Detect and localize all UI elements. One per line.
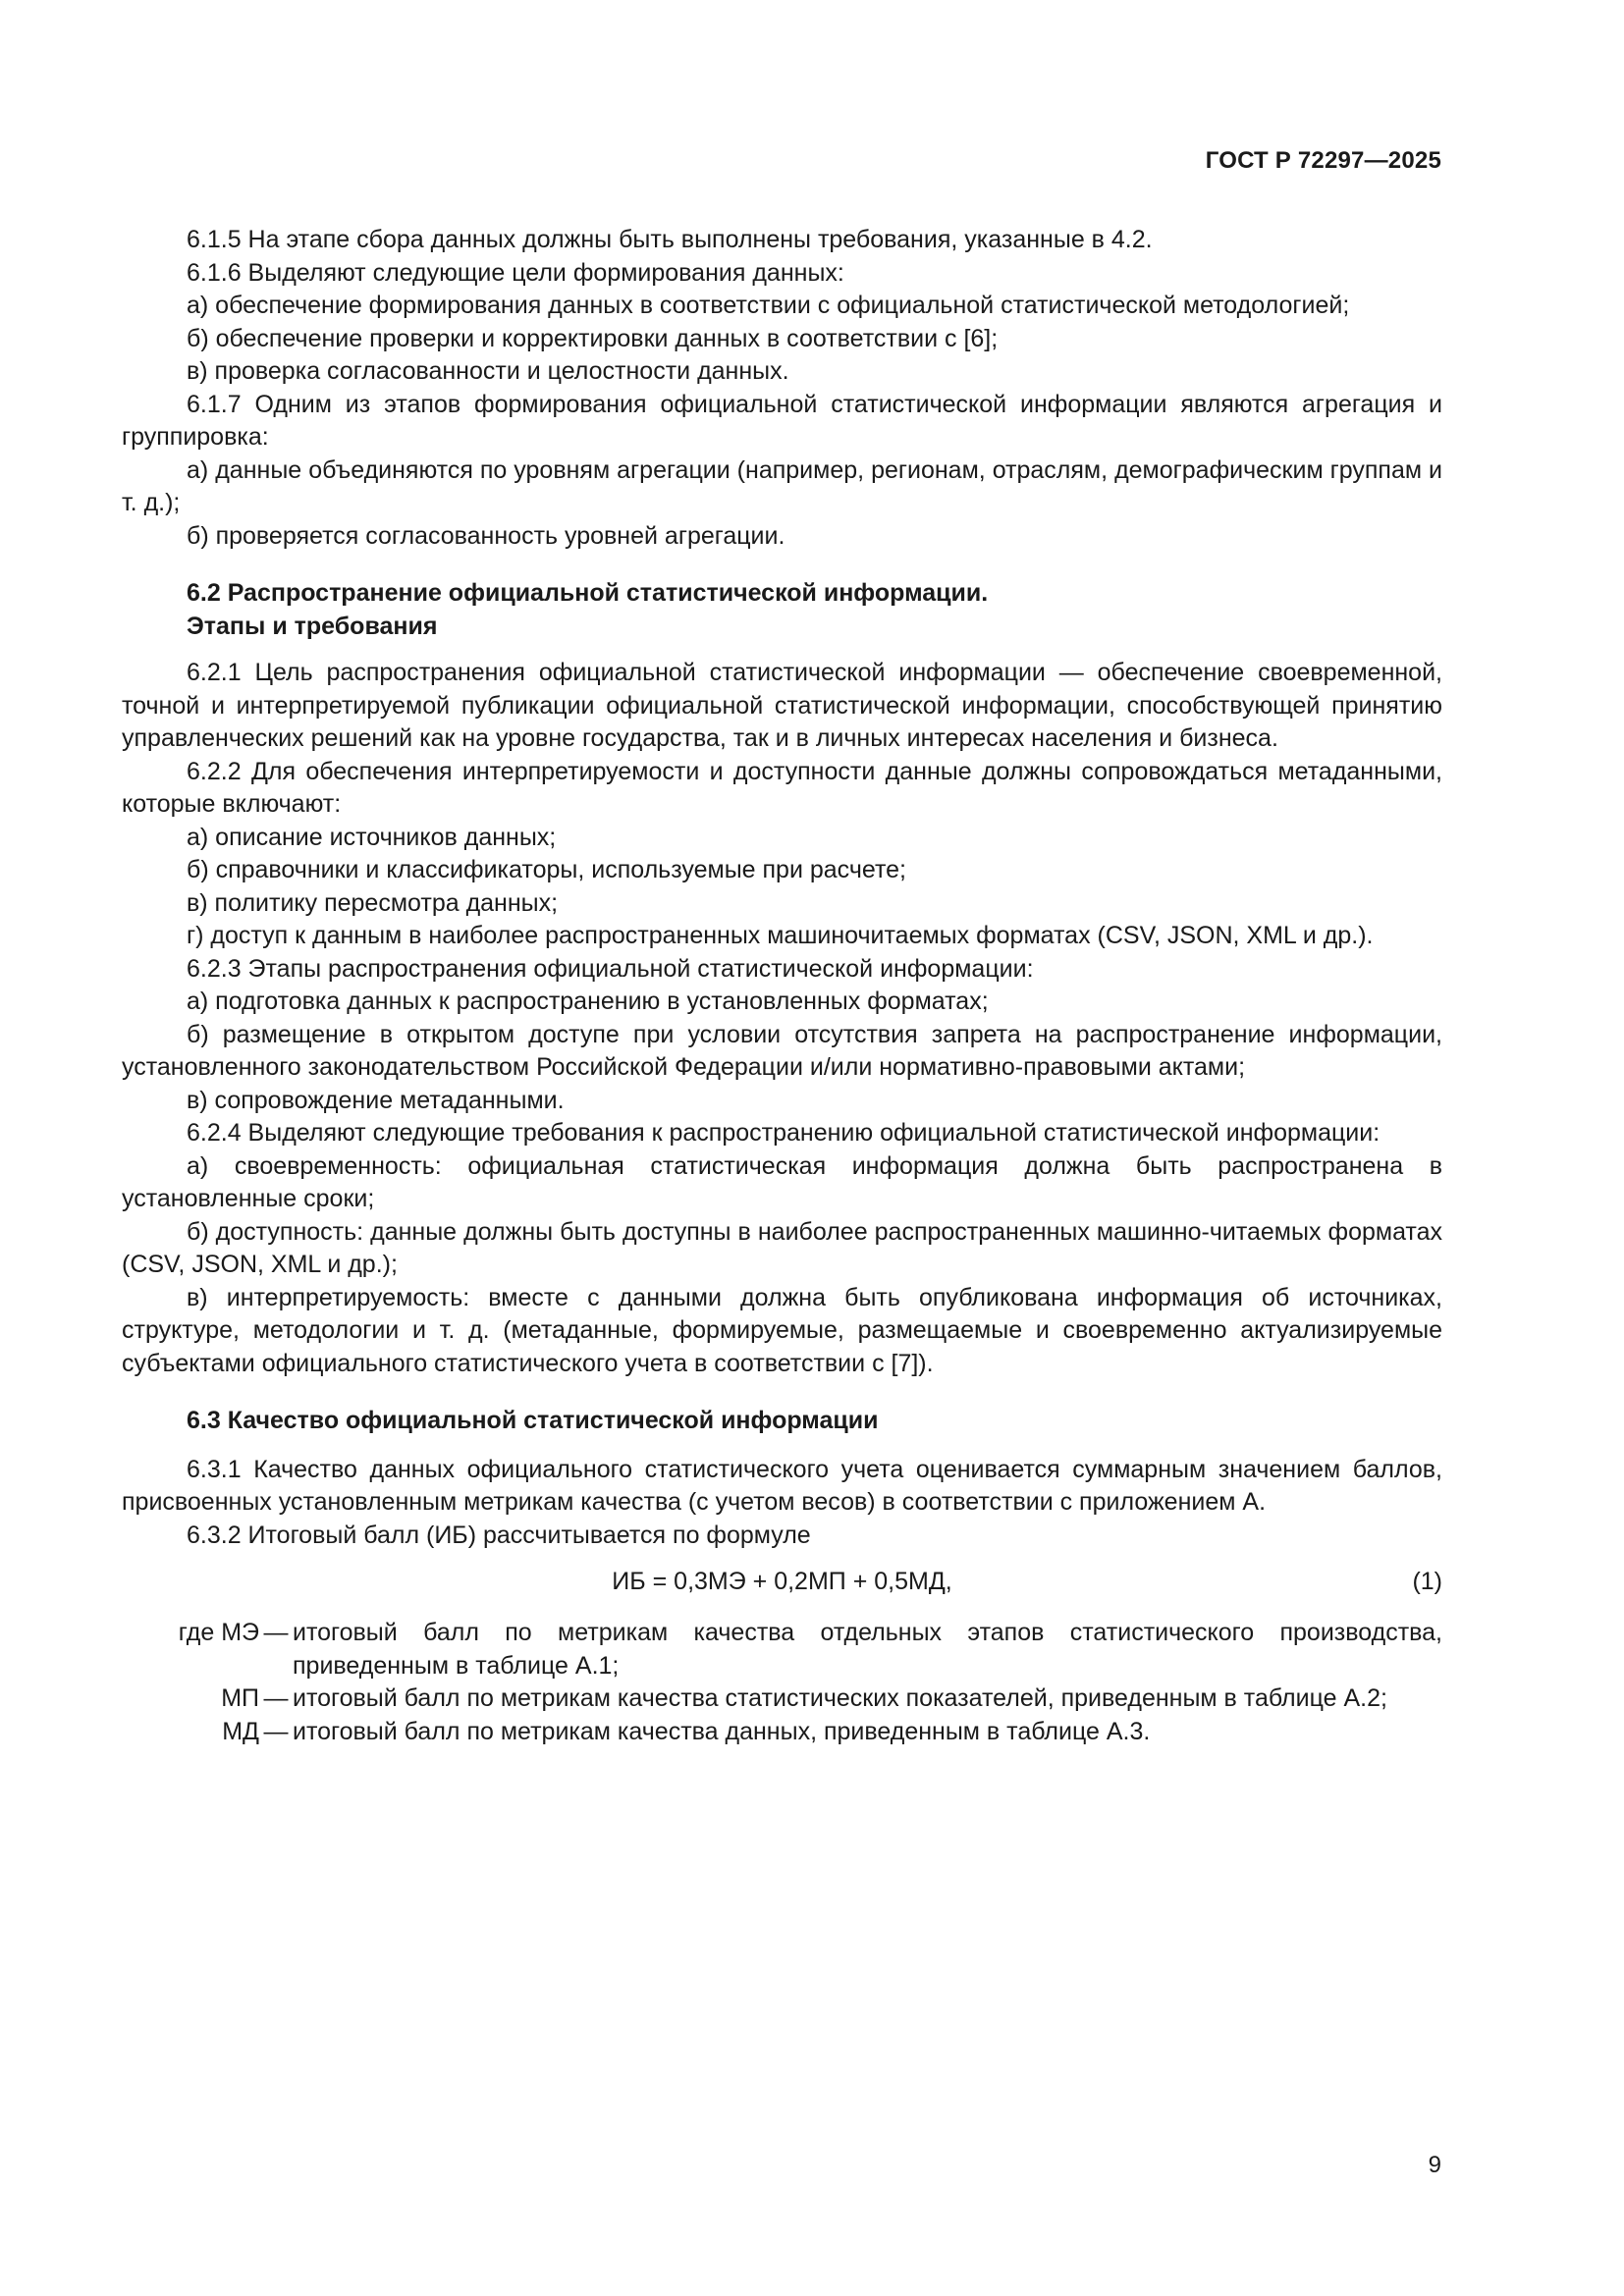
- definition-desc: итоговый балл по метрикам качества отдельных этапов статистического производства, приведенным в таблице А.1;: [293, 1619, 1442, 1680]
- definition-dash: —: [263, 1684, 289, 1712]
- list-item: в) проверка согласованности и целостности данных.: [187, 357, 789, 385]
- paragraph-6-1-6: 6.1.6 Выделяют следующие цели формирования данных:: [187, 258, 844, 287]
- formula-number: (1): [1412, 1568, 1442, 1595]
- definition-row: [122, 1617, 1442, 1682]
- section-heading-line2: Этапы и требования: [187, 612, 438, 640]
- document-id-header: ГОСТ Р 72297—2025: [1205, 147, 1441, 174]
- list-item: в) интерпретируемость: вместе с данными должна быть опубликована информация об источниках, структуре, методологии и т. д. (метаданные, формируемые, размещаемые и своевременно актуализируемые субъектами официального статистического учета в соответствии с [7]).: [122, 1283, 1442, 1377]
- paragraph-6-1-7: 6.1.7 Одним из этапов формирования официальной статистической информации являются агрегация и группировка:: [122, 390, 1442, 451]
- list-item: а) обеспечение формирования данных в соответствии с официальной статистической методологией;: [187, 292, 1350, 319]
- list-item: б) доступность: данные должны быть доступны в наиболее распространенных машинно-читаемых форматах (CSV, JSON, XML и др.);: [122, 1217, 1442, 1278]
- definition-term: где МЭ: [178, 1619, 259, 1646]
- definition-term: МД: [222, 1717, 259, 1745]
- section-heading-6-3: 6.3 Качество официальной статистической информации: [187, 1407, 879, 1434]
- definition-dash: —: [263, 1717, 289, 1745]
- paragraph-6-3-1: 6.3.1 Качество данных официального статистического учета оценивается суммарным значением баллов, присвоенных установленным метрикам качества (с учетом весов) в соответствии с приложением А.: [122, 1455, 1442, 1516]
- list-item: г) доступ к данным в наиболее распространенных машиночитаемых форматах (CSV, JSON, XML и др.).: [187, 922, 1374, 949]
- page-number: 9: [1428, 2152, 1441, 2178]
- section-heading-6-2: [122, 577, 1442, 643]
- formula-1: [122, 1566, 1442, 1599]
- definition-dash: —: [263, 1619, 289, 1646]
- document-body: [122, 224, 1442, 1748]
- paragraph-6-1-5: 6.1.5 На этапе сбора данных должны быть выполнены требования, указанные в 4.2.: [187, 226, 1153, 253]
- list-item: в) сопровождение метаданными.: [187, 1086, 565, 1114]
- section-heading-line1: 6.2 Распространение официальной статистической информации.: [187, 579, 989, 607]
- list-item: а) данные объединяются по уровням агрегации (например, регионам, отраслям, демографическим группам и т. д.);: [122, 455, 1442, 516]
- formula-definitions: [122, 1617, 1442, 1748]
- list-item: б) размещение в открытом доступе при условии отсутствия запрета на распространение информации, установленного законодательством Российской Федерации и/или нормативно-правовыми актами;: [122, 1020, 1442, 1081]
- paragraph-6-2-4: 6.2.4 Выделяют следующие требования к распространению официальной статистической информации:: [187, 1119, 1380, 1147]
- list-item: б) обеспечение проверки и корректировки данных в соответствии с [6];: [187, 324, 999, 352]
- paragraph-6-2-3: 6.2.3 Этапы распространения официальной статистической информации:: [187, 954, 1034, 983]
- definition-desc: итоговый балл по метрикам качества статистических показателей, приведенным в таблице А.2;: [293, 1684, 1387, 1712]
- list-item: б) справочники и классификаторы, используемые при расчете;: [187, 856, 907, 883]
- list-item: а) описание источников данных;: [187, 823, 557, 851]
- paragraph-6-2-2: 6.2.2 Для обеспечения интерпретируемости и доступности данные должны сопровождаться метаданными, которые включают:: [122, 757, 1442, 818]
- list-item: а) своевременность: официальная статистическая информация должна быть распространена в установленные сроки;: [122, 1151, 1442, 1212]
- formula-expression: ИБ = 0,3МЭ + 0,2МП + 0,5МД,: [612, 1568, 952, 1595]
- list-item: в) политику пересмотра данных;: [187, 888, 559, 917]
- list-item: б) проверяется согласованность уровней агрегации.: [187, 521, 785, 550]
- definition-row: [122, 1682, 1442, 1716]
- definition-row: [122, 1716, 1442, 1749]
- definition-term: МП: [221, 1684, 259, 1712]
- paragraph-6-2-1: 6.2.1 Цель распространения официальной статистической информации — обеспечение своевременной, точной и интерпретируемой публикации официальной статистической информации, способствующей принятию управленческих решений как на уровне государства, так и в личных интересах населения и бизнеса.: [122, 659, 1442, 752]
- paragraph-6-3-2: 6.3.2 Итоговый балл (ИБ) рассчитывается по формуле: [187, 1521, 811, 1549]
- list-item: а) подготовка данных к распространению в установленных форматах;: [187, 988, 989, 1015]
- definition-desc: итоговый балл по метрикам качества данных, приведенным в таблице А.3.: [293, 1717, 1151, 1745]
